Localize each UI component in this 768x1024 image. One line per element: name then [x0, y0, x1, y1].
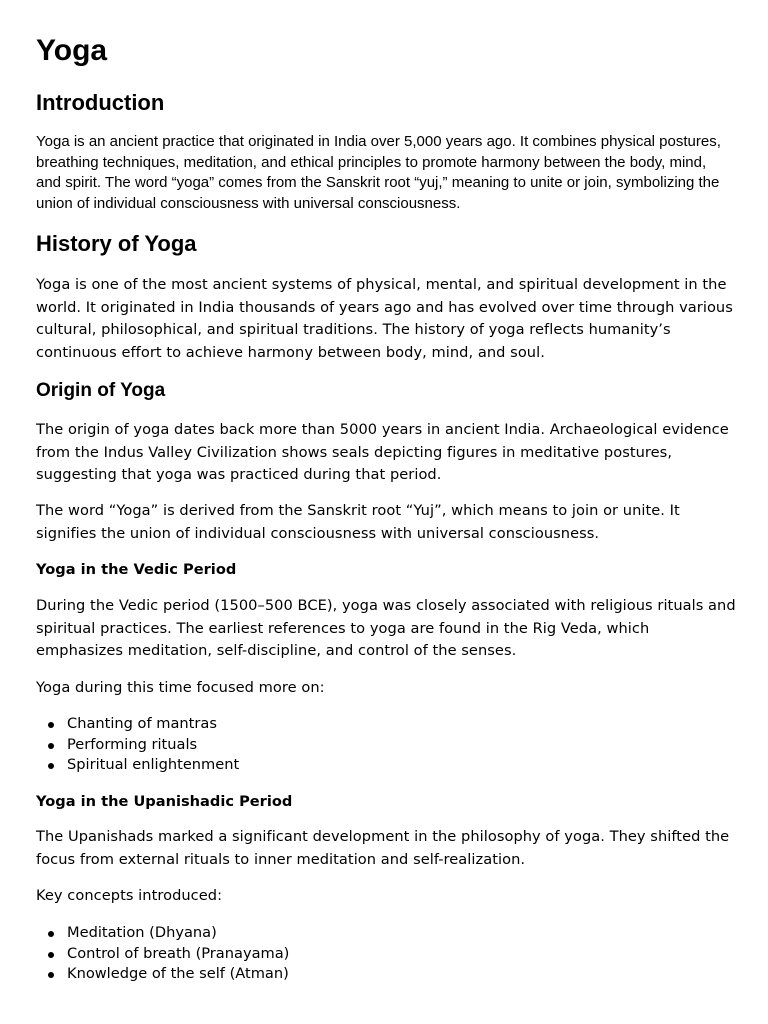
bullet-icon [48, 972, 54, 978]
history-paragraph: Yoga is one of the most ancient systems of physical, mental, and spiritual development in the world. It originated in India thousands of years ago and has evolved over time through various cultural, philosophical, and spiritual traditions. The history of yoga reflects humanity’s continuous effort to achieve harmony between body, mind, and soul. [36, 276, 733, 361]
origin-paragraph-2: The word “Yoga” is derived from the Sanskrit root “Yuj”, which means to join or unite. It signifies the union of individual consciousness with universal consciousness. [36, 502, 680, 542]
list-item-text: Meditation (Dhyana) [67, 924, 217, 941]
introduction-paragraph: Yoga is an ancient practice that originated in India over 5,000 years ago. It combines physical postures, breathing techniques, meditation, and ethical principles to promote harmony between the body, mind, and spirit. The word “yoga” comes from the Sanskrit root “yuj,” meaning to unite or join, symbolizing the union of individual consciousness with universal consciousness. [36, 133, 721, 212]
list-item [36, 944, 289, 965]
vedic-heading: Yoga in the Vedic Period [36, 561, 237, 578]
upanishadic-heading: Yoga in the Upanishadic Period [36, 793, 293, 810]
list-item [36, 964, 289, 985]
list-item [36, 755, 239, 776]
list-item-text: Control of breath (Pranayama) [67, 944, 290, 962]
bullet-icon [48, 722, 54, 728]
list-item [36, 923, 289, 944]
list-item [36, 714, 239, 735]
vedic-paragraph: During the Vedic period (1500–500 BCE), yoga was closely associated with religious rituals and spiritual practices. The earliest references to yoga are found in the Rig Veda, which emphasizes meditation, self-discipline, and control of the senses. [36, 597, 736, 659]
list-item-text: Performing rituals [67, 735, 198, 753]
list-item [36, 735, 239, 756]
upanishadic-paragraph: The Upanishads marked a significant development in the philosophy of yoga. They shifted the focus from external rituals to inner meditation and self-realization. [36, 828, 730, 868]
bullet-icon [48, 952, 54, 958]
list-item-text: Spiritual enlightenment [67, 756, 240, 773]
page-title: Yoga [36, 34, 108, 67]
history-heading: History of Yoga [36, 231, 197, 256]
upanishadic-list [36, 923, 289, 985]
list-item-text: Knowledge of the self (Atman) [67, 965, 289, 982]
origin-paragraph-1: The origin of yoga dates back more than 5000 years in ancient India. Archaeological evidence from the Indus Valley Civilization shows seals depicting figures in meditative postures, suggesting that yoga was practiced during that period. [36, 421, 729, 483]
origin-heading: Origin of Yoga [36, 380, 166, 401]
list-item-text: Chanting of mantras [67, 715, 217, 732]
upanishadic-key-intro: Key concepts introduced: [36, 887, 223, 904]
vedic-list [36, 714, 239, 776]
bullet-icon [48, 743, 54, 749]
bullet-icon [48, 763, 54, 769]
vedic-focus-intro: Yoga during this time focused more on: [36, 679, 325, 696]
bullet-icon [48, 931, 54, 937]
introduction-heading: Introduction [36, 90, 165, 115]
